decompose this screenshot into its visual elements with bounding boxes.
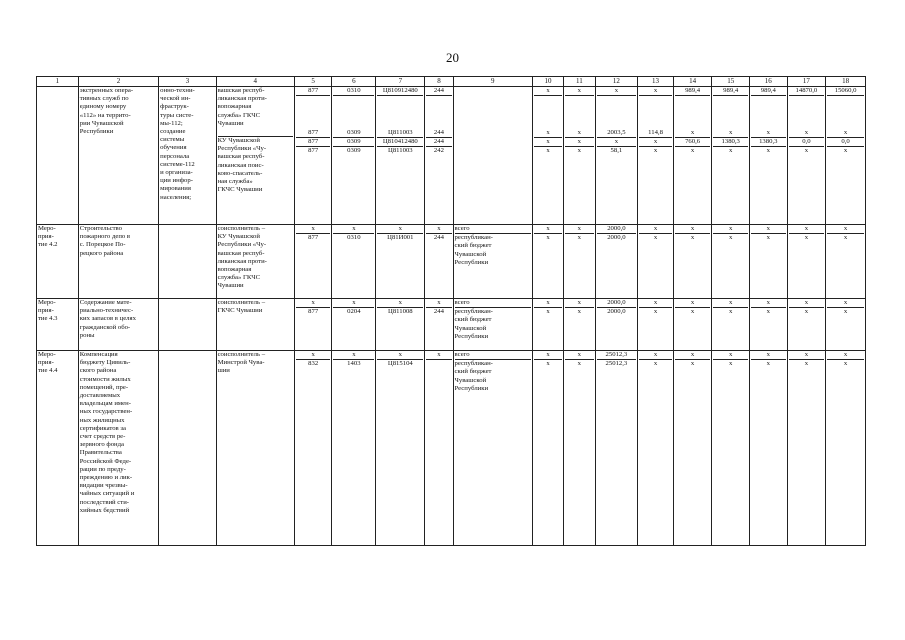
value-stack: x 0310 xyxy=(332,225,376,299)
value-stack: x x xyxy=(564,225,595,299)
value-stack: x 244 xyxy=(425,225,453,299)
page-number: 20 xyxy=(446,50,459,65)
column-header: 3 xyxy=(159,77,216,87)
value-stack: x 2003,5 x 58,1 xyxy=(595,87,638,225)
value-stack: 2000,0 2000,0 xyxy=(595,299,638,351)
column-header: 5 xyxy=(294,77,332,87)
column-header: 14 xyxy=(673,77,712,87)
value-stack: 14870,0 x 0,0 x xyxy=(787,87,826,225)
event-name-cell: Компенсация бюджету Цивиль- ского района стоимости жилых помещений, пре- доставляемых владельцам имен- ных государствен- ных жилищных сертификатов за счет средств ре- зервного фонда Правительства Российской Феде- рации по преду- преждению и лик- видации чрезвы- чайных ситуаций и последствий сти- хийных бедствий xyxy=(78,351,158,546)
value-stack: x x xyxy=(749,225,787,299)
event-id-cell: Меро- прия- тие 4.4 xyxy=(37,351,79,546)
value-stack: x x xyxy=(787,299,826,351)
value-stack: x x xyxy=(826,225,866,299)
value-stack: Ц810912480 Ц811003 Ц810412480 Ц811003 xyxy=(376,87,425,225)
executor-cell: соисполнитель – Минстрой Чува- шии xyxy=(216,351,294,546)
column-header: 9 xyxy=(453,77,532,87)
event-name-cell: экстренных опера- тивных служб по единому номеру «112» на террито- рии Чувашской Республики xyxy=(78,87,158,225)
event-id-cell: Меро- прия- тие 4.3 xyxy=(37,299,79,351)
value-stack: x 832 xyxy=(294,351,332,546)
header-row xyxy=(37,77,866,87)
column-header: 13 xyxy=(638,77,673,87)
value-stack: 989,4 x 760,6 x xyxy=(673,87,712,225)
value-stack: 2000,0 2000,0 xyxy=(595,225,638,299)
column-header: 17 xyxy=(787,77,826,87)
value-stack: x x xyxy=(712,299,750,351)
value-stack: x x xyxy=(673,225,712,299)
column-header: 12 xyxy=(595,77,638,87)
value-stack: x 114,8 x x xyxy=(638,87,673,225)
column-header: 11 xyxy=(564,77,595,87)
value-stack: x Ц811008 xyxy=(376,299,425,351)
executor-cell: вашская респуб- ликанская проти- вопожарная служба» ГКЧС Чувашии КУ Чувашской Республики «Чу- вашская респуб- ликанская поис- ково-спасатель- ная служба» ГКЧС Чувашии xyxy=(216,87,294,225)
value-stack: x Ц815104 xyxy=(376,351,425,546)
goal-cell: онно-техни- ческой ин- фраструк- туры систе- мы-112; создание системы обучения персонала системе-112 и организа- ции инфор- мирования населения; xyxy=(159,87,216,225)
goal-cell xyxy=(159,299,216,351)
value-stack: x x xyxy=(638,351,673,546)
value-stack: x x xyxy=(532,225,563,299)
value-stack: x xyxy=(425,351,453,546)
value-stack xyxy=(453,87,532,225)
column-header: 10 xyxy=(532,77,563,87)
value-stack: x x xyxy=(826,299,866,351)
value-stack: 15060,0 x 0,0 x xyxy=(826,87,866,225)
value-stack: x 877 xyxy=(294,225,332,299)
value-stack: x x xyxy=(532,351,563,546)
table-row xyxy=(37,351,866,546)
column-header: 16 xyxy=(749,77,787,87)
program-table xyxy=(36,76,866,546)
goal-cell xyxy=(159,351,216,546)
value-stack: x x xyxy=(532,299,563,351)
value-stack: x x xyxy=(826,351,866,546)
value-stack: x x xyxy=(787,351,826,546)
column-header: 2 xyxy=(78,77,158,87)
value-stack: x x xyxy=(749,299,787,351)
event-name-cell: Содержание мате- риально-техничес- ких запасов в целях гражданской обо- роны xyxy=(78,299,158,351)
event-id-cell xyxy=(37,87,79,225)
value-stack: 25012,3 25012,3 xyxy=(595,351,638,546)
value-stack: x x x x xyxy=(532,87,563,225)
value-stack: x 1403 xyxy=(332,351,376,546)
table-row xyxy=(37,299,866,351)
column-header: 6 xyxy=(332,77,376,87)
value-stack: 877 877 877 877 xyxy=(294,87,332,225)
value-stack: x x xyxy=(638,299,673,351)
event-id-cell: Меро- прия- тие 4.2 xyxy=(37,225,79,299)
value-stack: x Ц81И001 xyxy=(376,225,425,299)
value-stack: x x xyxy=(673,299,712,351)
value-stack: x x xyxy=(564,299,595,351)
value-stack: 989,4 x 1380,3 x xyxy=(712,87,750,225)
funding-source-cell: всего республикан- ский бюджет Чувашской Республики xyxy=(453,351,532,546)
table-row xyxy=(37,87,866,225)
column-header: 4 xyxy=(216,77,294,87)
value-stack: 0310 0309 0309 0309 xyxy=(332,87,376,225)
value-stack: x x xyxy=(712,225,750,299)
funding-source-cell: всего республикан- ский бюджет Чувашской Республики xyxy=(453,299,532,351)
value-stack: x 244 xyxy=(425,299,453,351)
event-name-cell: Строительство пожарного депо в с. Порецкое По- рецкого района xyxy=(78,225,158,299)
value-stack: x x xyxy=(749,351,787,546)
value-stack: x x x x xyxy=(564,87,595,225)
column-header: 15 xyxy=(712,77,750,87)
column-header: 1 xyxy=(37,77,79,87)
column-header: 8 xyxy=(425,77,453,87)
value-stack: x x xyxy=(564,351,595,546)
value-stack: x x xyxy=(638,225,673,299)
funding-source-cell: всего республикан- ский бюджет Чувашской Республики xyxy=(453,225,532,299)
executor-cell: соисполнитель – ГКЧС Чувашии xyxy=(216,299,294,351)
value-stack: 244 244 244 242 xyxy=(425,87,453,225)
value-stack: x x xyxy=(712,351,750,546)
value-stack: x x xyxy=(673,351,712,546)
column-header: 18 xyxy=(826,77,866,87)
goal-cell xyxy=(159,225,216,299)
table-row xyxy=(37,225,866,299)
value-stack: x x xyxy=(787,225,826,299)
value-stack: x 877 xyxy=(294,299,332,351)
value-stack: x 0204 xyxy=(332,299,376,351)
column-header: 7 xyxy=(376,77,425,87)
value-stack: 989,4 x 1380,3 x xyxy=(749,87,787,225)
executor-cell: соисполнитель – КУ Чувашской Республики «Чу- вашская респуб- ликанская проти- вопожарная служба» ГКЧС Чувашии xyxy=(216,225,294,299)
